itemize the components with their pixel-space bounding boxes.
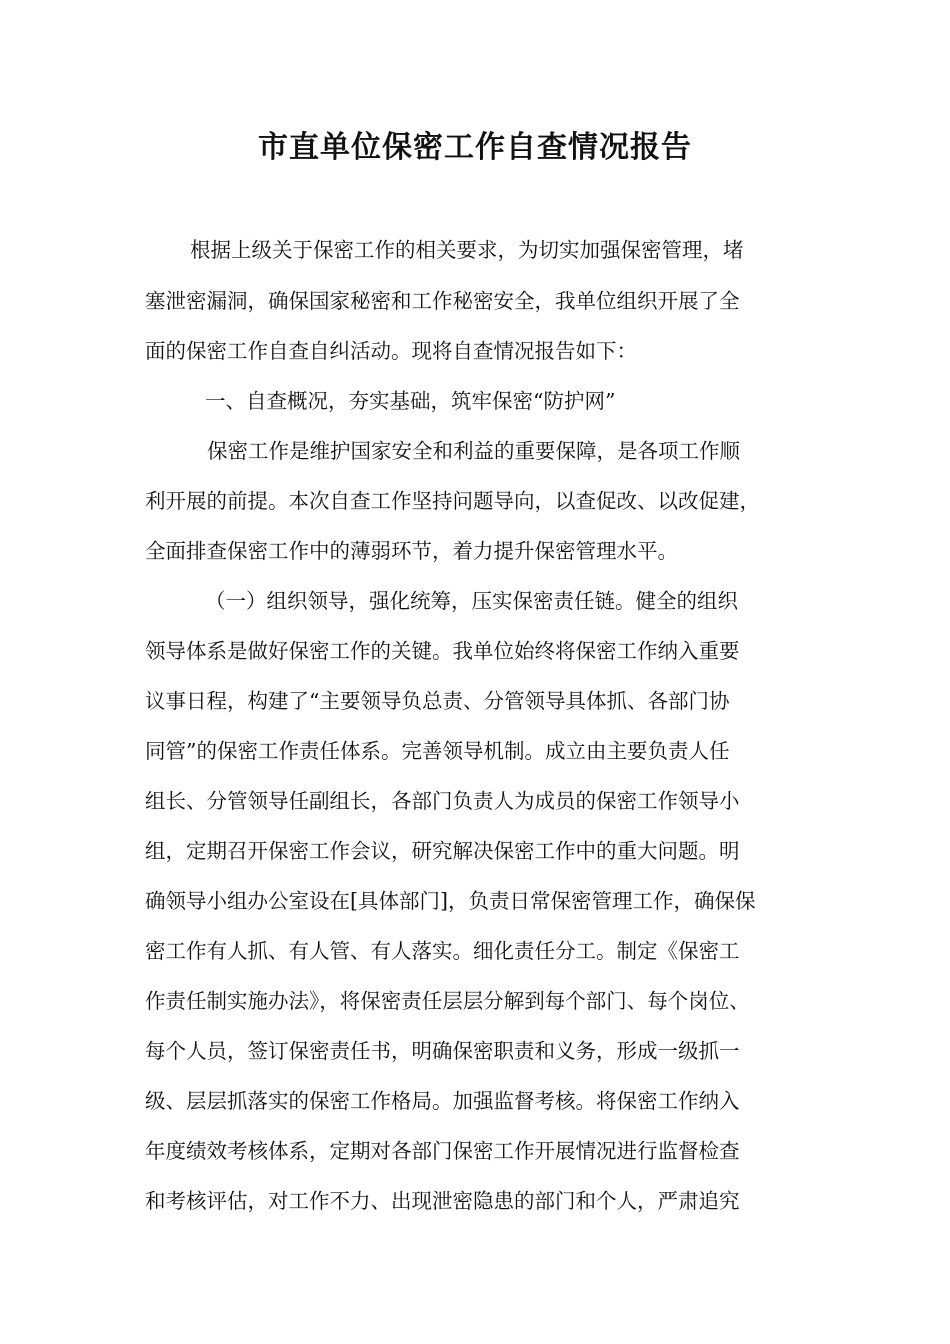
body-line: 保密工作是维护国家安全和利益的重要保障，是各项工作顺	[207, 439, 740, 463]
body-line: 组，定期召开保密工作会议，研究解决保密工作中的重大问题。明	[145, 839, 740, 863]
body-line: 年度绩效考核体系，定期对各部门保密工作开展情况进行监督检查	[145, 1139, 740, 1163]
body-line: 领导体系是做好保密工作的关键。我单位始终将保密工作纳入重要	[145, 639, 740, 663]
body-line: 和考核评估，对工作不力、出现泄密隐患的部门和个人，严肃追究	[145, 1189, 740, 1213]
body-line: 同管”的保密工作责任体系。完善领导机制。成立由主要负责人任	[145, 739, 730, 763]
body-line: 级、层层抓落实的保密工作格局。加强监督考核。将保密工作纳入	[145, 1089, 740, 1113]
body-line: 确领导小组办公室设在[具体部门]，负责日常保密管理工作，确保保	[145, 889, 756, 913]
document-title: 市直单位保密工作自查情况报告	[258, 130, 692, 165]
body-line: 作责任制实施办法》，将保密责任层层分解到每个部门、每个岗位、	[145, 989, 750, 1013]
body-line: 全面排查保密工作中的薄弱环节，着力提升保密管理水平。	[145, 539, 678, 563]
body-line: 每个人员，签订保密责任书，明确保密职责和义务，形成一级抓一	[145, 1039, 740, 1063]
body-line: 面的保密工作自查自纠活动。现将自查情况报告如下：	[145, 339, 637, 363]
body-line: 密工作有人抓、有人管、有人落实。细化责任分工。制定《保密工	[145, 939, 740, 963]
section-heading: 一、自查概况，夯实基础，筑牢保密“防护网”	[205, 389, 616, 413]
subsection-heading-line: （一）组织领导，强化统筹，压实保密责任链。健全的组织	[205, 589, 738, 613]
body-line: 议事日程，构建了“主要领导负总责、分管领导具体抓、各部门协	[145, 689, 730, 713]
body-line: 塞泄密漏洞，确保国家秘密和工作秘密安全，我单位组织开展了全	[145, 289, 740, 313]
body-line: 组长、分管领导任副组长，各部门负责人为成员的保密工作领导小	[145, 789, 740, 813]
body-line: 利开展的前提。本次自查工作坚持问题导向，以查促改、以改促建，	[145, 489, 760, 513]
body-line: 根据上级关于保密工作的相关要求，为切实加强保密管理，堵	[190, 238, 744, 262]
